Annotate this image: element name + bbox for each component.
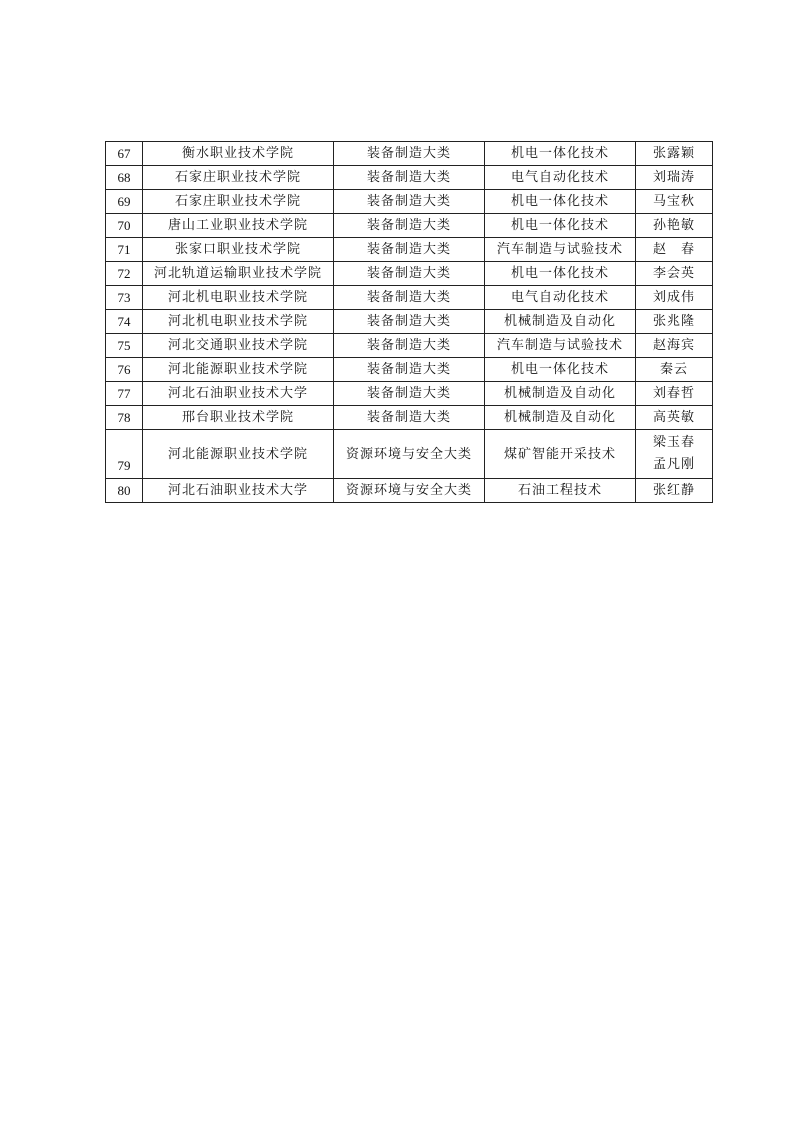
teacher-name: 梁玉春 xyxy=(652,435,695,450)
school-cell: 河北机电职业技术学院 xyxy=(143,286,334,310)
category-cell: 资源环境与安全大类 xyxy=(334,479,485,503)
school-cell: 河北石油职业技术大学 xyxy=(143,382,334,406)
table-row xyxy=(106,334,713,358)
teacher-name: 李会英 xyxy=(652,266,695,281)
category-cell: 装备制造大类 xyxy=(334,334,485,358)
teacher-name-cell xyxy=(636,382,713,406)
teacher-name: 孙艳敏 xyxy=(652,218,695,233)
category-cell: 装备制造大类 xyxy=(334,382,485,406)
row-number-cell: 75 xyxy=(106,334,143,358)
table-row xyxy=(106,406,713,430)
major-cell: 汽车制造与试验技术 xyxy=(485,238,636,262)
table-row xyxy=(106,142,713,166)
major-cell: 电气自动化技术 xyxy=(485,166,636,190)
teacher-name-cell xyxy=(636,430,713,479)
category-cell: 装备制造大类 xyxy=(334,286,485,310)
category-cell: 装备制造大类 xyxy=(334,262,485,286)
teacher-name: 孟凡刚 xyxy=(652,457,695,472)
teacher-name: 刘瑞涛 xyxy=(652,170,695,185)
teacher-name-cell xyxy=(636,238,713,262)
teacher-name: 高英敏 xyxy=(652,410,695,425)
teacher-name-cell xyxy=(636,310,713,334)
teacher-name-cell xyxy=(636,214,713,238)
teacher-name-cell xyxy=(636,286,713,310)
major-cell: 汽车制造与试验技术 xyxy=(485,334,636,358)
major-cell: 机械制造及自动化 xyxy=(485,382,636,406)
table-row xyxy=(106,310,713,334)
teacher-name-cell xyxy=(636,262,713,286)
table-row xyxy=(106,214,713,238)
category-cell: 装备制造大类 xyxy=(334,142,485,166)
row-number-cell: 78 xyxy=(106,406,143,430)
row-number-cell: 77 xyxy=(106,382,143,406)
school-cell: 河北机电职业技术学院 xyxy=(143,310,334,334)
roster-table-body xyxy=(106,142,713,503)
school-cell: 衡水职业技术学院 xyxy=(143,142,334,166)
teacher-name: 刘成伟 xyxy=(652,290,695,305)
table-row xyxy=(106,430,713,479)
teacher-name: 马宝秋 xyxy=(652,194,695,209)
category-cell: 装备制造大类 xyxy=(334,358,485,382)
major-cell: 机械制造及自动化 xyxy=(485,406,636,430)
roster-table xyxy=(105,141,713,503)
teacher-name: 秦云 xyxy=(659,362,688,377)
row-number-cell: 80 xyxy=(106,479,143,503)
category-cell: 装备制造大类 xyxy=(334,238,485,262)
table-row xyxy=(106,479,713,503)
school-cell: 石家庄职业技术学院 xyxy=(143,190,334,214)
row-number-cell: 74 xyxy=(106,310,143,334)
row-number-cell: 68 xyxy=(106,166,143,190)
school-cell: 石家庄职业技术学院 xyxy=(143,166,334,190)
major-cell: 煤矿智能开采技术 xyxy=(485,430,636,479)
teacher-name-cell xyxy=(636,406,713,430)
teacher-name-cell xyxy=(636,142,713,166)
teacher-name-cell xyxy=(636,166,713,190)
table-row xyxy=(106,286,713,310)
teacher-name: 赵海宾 xyxy=(652,338,695,353)
row-number-cell: 71 xyxy=(106,238,143,262)
major-cell: 机电一体化技术 xyxy=(485,262,636,286)
teacher-name-cell xyxy=(636,190,713,214)
school-cell: 邢台职业技术学院 xyxy=(143,406,334,430)
school-cell: 河北交通职业技术学院 xyxy=(143,334,334,358)
teacher-name-cell xyxy=(636,479,713,503)
major-cell: 机电一体化技术 xyxy=(485,142,636,166)
major-cell: 机电一体化技术 xyxy=(485,358,636,382)
teacher-name: 刘春哲 xyxy=(652,386,695,401)
row-number-cell: 76 xyxy=(106,358,143,382)
category-cell: 资源环境与安全大类 xyxy=(334,430,485,479)
table-row xyxy=(106,358,713,382)
school-cell: 张家口职业技术学院 xyxy=(143,238,334,262)
row-number-cell: 67 xyxy=(106,142,143,166)
row-number-cell: 73 xyxy=(106,286,143,310)
major-cell: 机电一体化技术 xyxy=(485,190,636,214)
teacher-name-cell xyxy=(636,334,713,358)
category-cell: 装备制造大类 xyxy=(334,190,485,214)
table-row xyxy=(106,262,713,286)
major-cell: 石油工程技术 xyxy=(485,479,636,503)
school-cell: 河北轨道运输职业技术学院 xyxy=(143,262,334,286)
category-cell: 装备制造大类 xyxy=(334,166,485,190)
table-row xyxy=(106,166,713,190)
row-number-cell: 79 xyxy=(106,430,143,479)
teacher-name-cell xyxy=(636,358,713,382)
school-cell: 唐山工业职业技术学院 xyxy=(143,214,334,238)
major-cell: 电气自动化技术 xyxy=(485,286,636,310)
school-cell: 河北能源职业技术学院 xyxy=(143,430,334,479)
school-cell: 河北能源职业技术学院 xyxy=(143,358,334,382)
table-row xyxy=(106,190,713,214)
row-number-cell: 70 xyxy=(106,214,143,238)
major-cell: 机械制造及自动化 xyxy=(485,310,636,334)
teacher-name: 张红静 xyxy=(652,483,695,498)
major-cell: 机电一体化技术 xyxy=(485,214,636,238)
row-number-cell: 72 xyxy=(106,262,143,286)
teacher-name: 张露颖 xyxy=(652,146,695,161)
school-cell: 河北石油职业技术大学 xyxy=(143,479,334,503)
category-cell: 装备制造大类 xyxy=(334,214,485,238)
teacher-name: 赵 春 xyxy=(652,242,695,257)
table-row xyxy=(106,382,713,406)
table-row xyxy=(106,238,713,262)
category-cell: 装备制造大类 xyxy=(334,310,485,334)
teacher-name: 张兆隆 xyxy=(652,314,695,329)
row-number-cell: 69 xyxy=(106,190,143,214)
category-cell: 装备制造大类 xyxy=(334,406,485,430)
